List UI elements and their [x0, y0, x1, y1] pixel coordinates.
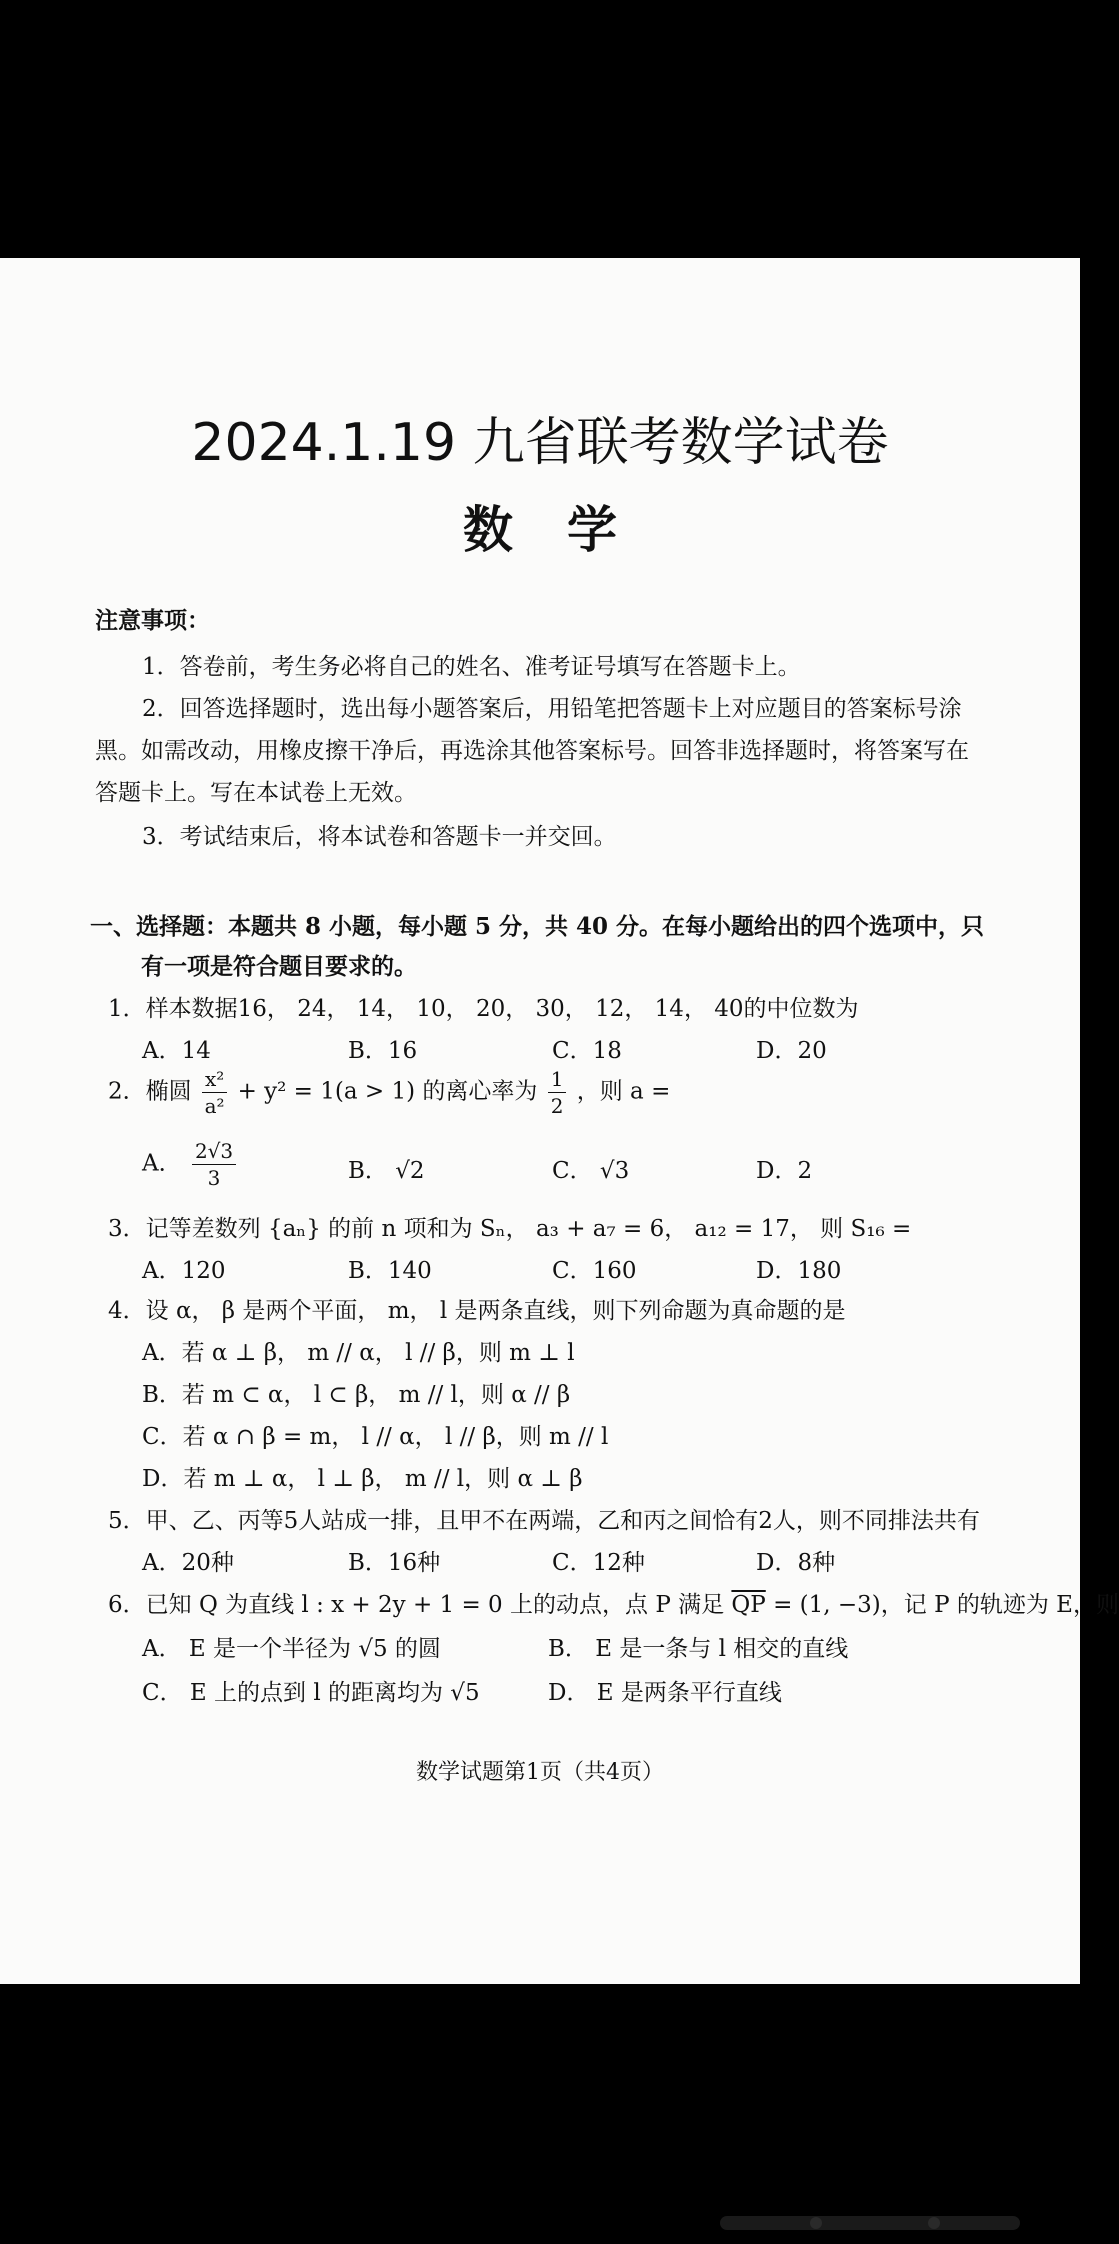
- q2-option-a-label: A．: [142, 1150, 182, 1177]
- q2-ellipse-fraction: [202, 1066, 227, 1119]
- q1-option-a: A．14: [142, 1038, 211, 1064]
- q2-stem-mid: + y² = 1(a > 1) 的离心率为: [237, 1078, 538, 1105]
- q3-option-c: C．160: [552, 1258, 637, 1284]
- q2-half-numerator: 1: [548, 1066, 567, 1093]
- page-footer: 数学试题第1页（共4页）: [416, 1760, 664, 1785]
- q2-option-b: B． √2: [348, 1158, 425, 1184]
- q2-option-a-numerator: 2√3: [192, 1138, 236, 1165]
- q6-option-b: B． E 是一条与 l 相交的直线: [548, 1636, 849, 1662]
- q3-stem: 3．记等差数列 {aₙ} 的前 n 项和为 Sₙ， a₃ + a₇ = 6， a₁₂ = 17， 则 S₁₆ =: [108, 1216, 912, 1242]
- notice-item-2a: 2．回答选择题时，选出每小题答案后，用铅笔把答题卡上对应题目的答案标号涂: [142, 696, 962, 722]
- exam-title: 2024.1.19 九省联考数学试卷: [191, 413, 889, 473]
- q6-stem-pre: 6．已知 Q 为直线 l : x + 2y + 1 = 0 上的动点，点 P 满足: [108, 1592, 732, 1618]
- notice-item-3: 3．考试结束后，将本试卷和答题卡一并交回。: [142, 824, 617, 850]
- q5-stem: 5．甲、乙、丙等5人站成一排，且甲不在两端，乙和丙之间恰有2人，则不同排法共有: [108, 1508, 980, 1534]
- q5-option-c: C．12种: [552, 1550, 645, 1576]
- notice-item-2b: 黑。如需改动，用橡皮擦干净后，再选涂其他答案标号。回答非选择题时，将答案写在: [95, 738, 969, 764]
- platform-watermark-icon: [720, 2208, 1020, 2244]
- section-1-line-1: 一、选择题：本题共 8 小题，每小题 5 分，共 40 分。在每小题给出的四个选项中，只: [90, 913, 985, 940]
- q5-option-b: B．16种: [348, 1550, 441, 1576]
- q2-stem: [108, 1066, 670, 1119]
- q1-option-d: D．20: [756, 1038, 827, 1064]
- q2-option-c: C． √3: [552, 1158, 630, 1184]
- q3-option-a: A．120: [142, 1258, 226, 1284]
- q5-option-d: D．8种: [756, 1550, 836, 1576]
- q2-option-a: [142, 1138, 239, 1191]
- q6-option-a: A． E 是一个半径为 √5 的圆: [142, 1636, 441, 1662]
- subject-title: 数学: [463, 501, 671, 559]
- q2-frac-denominator: a²: [204, 1094, 225, 1118]
- notice-heading: 注意事项：: [95, 607, 210, 634]
- q6-option-c: C． E 上的点到 l 的距离均为 √5: [142, 1680, 480, 1706]
- section-1-line-2: 有一项是符合题目要求的。: [141, 953, 417, 980]
- q2-stem-post: ，则 a =: [576, 1078, 671, 1105]
- q6-vector-qp: $\overline{QP}$: [731, 1592, 766, 1618]
- q1-option-b: B．16: [348, 1038, 418, 1064]
- exam-paper: [0, 258, 1119, 1984]
- q6-option-d: D． E 是两条平行直线: [548, 1680, 782, 1706]
- q3-option-d: D．180: [756, 1258, 842, 1284]
- q4-option-b: B．若 m ⊂ α， l ⊂ β， m // l，则 α // β: [142, 1382, 571, 1408]
- q2-half-denominator: 2: [550, 1094, 564, 1118]
- q1-option-c: C．18: [552, 1038, 622, 1064]
- q2-stem-pre: 2．椭圆: [108, 1078, 192, 1105]
- q5-option-a: A．20种: [142, 1550, 234, 1576]
- q4-option-d: D．若 m ⊥ α， l ⊥ β， m // l，则 α ⊥ β: [142, 1466, 583, 1492]
- q2-option-a-denominator: 3: [207, 1166, 221, 1190]
- q2-option-d: D．2: [756, 1158, 813, 1184]
- q4-stem: 4．设 α， β 是两个平面， m， l 是两条直线，则下列命题为真命题的是: [108, 1298, 846, 1324]
- notice-item-2c: 答题卡上。写在本试卷上无效。: [95, 780, 417, 806]
- q2-eccentricity-fraction: [548, 1066, 567, 1119]
- q4-option-c: C．若 α ∩ β = m， l // α， l // β，则 m // l: [142, 1424, 609, 1450]
- notice-item-1: 1．答卷前，考生务必将自己的姓名、准考证号填写在答题卡上。: [142, 654, 801, 680]
- q6-stem-post: = (1, −3)，记 P 的轨迹为 E，则: [765, 1592, 1119, 1618]
- q3-option-b: B．140: [348, 1258, 432, 1284]
- q2-option-a-fraction: [192, 1138, 236, 1191]
- q2-frac-numerator: x²: [202, 1066, 227, 1093]
- q4-option-a: A．若 α ⊥ β， m // α， l // β，则 m ⊥ l: [142, 1340, 575, 1366]
- q6-stem: [108, 1586, 1119, 1619]
- q1-stem: 1．样本数据16， 24， 14， 10， 20， 30， 12， 14， 40的中位数为: [108, 996, 859, 1022]
